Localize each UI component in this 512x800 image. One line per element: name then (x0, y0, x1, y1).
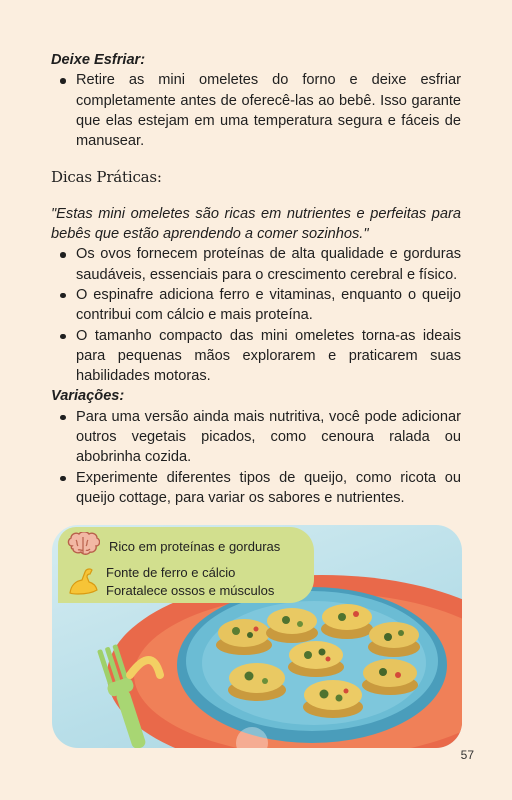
page-number: 57 (460, 748, 474, 762)
section-heading-cool: Deixe Esfriar: (51, 52, 146, 68)
tips-quote: "Estas mini omeletes são ricas em nutrientes e perfeitas para bebês que estão aprendendo a comer sozinhos." (51, 205, 461, 243)
section-heading-variations: Variações: (51, 388, 125, 405)
nutrition-badge (58, 527, 314, 603)
page-content (51, 50, 461, 508)
variations-list (51, 407, 461, 508)
list-item: O tamanho compacto das mini omeletes torna-as ideais para pequenas mãos explorarem e praticarem suas habilidades motoras. (51, 326, 461, 387)
list-item: Para uma versão ainda mais nutritiva, você pode adicionar outros vegetais picados, como cenoura ralada ou abobrinha cozida. (51, 407, 461, 468)
badge-line-protein: Rico em proteínas e gorduras (109, 539, 281, 554)
list-item: Experimente diferentes tipos de queijo, como ricota ou queijo cottage, para variar os sabores e nutrientes. (51, 468, 461, 509)
badge-line-iron: Fonte de ferro e cálcio (106, 565, 236, 580)
badge-lines-iron-bones (106, 564, 274, 600)
section-heading-tips: Dicas Práticas: (51, 168, 162, 187)
list-item: Retire as mini omeletes do forno e deixe esfriar completamente antes de oferecê-las ao bebê. Isso garante que elas estejam em uma temperatura segura e fáceis de manusear. (51, 70, 461, 151)
badge-line-bones: Foratalece ossos e músculos (106, 583, 275, 598)
tips-list (51, 244, 461, 386)
brain-icon (66, 532, 100, 565)
flexed-arm-icon (66, 563, 102, 604)
list-item: O espinafre adiciona ferro e vitaminas, enquanto o queijo contribui com cálcio e mais proteína. (51, 285, 461, 326)
cool-list (51, 70, 461, 151)
list-item: Os ovos fornecem proteínas de alta qualidade e gorduras saudáveis, essenciais para o crescimento cerebral e físico. (51, 244, 461, 285)
